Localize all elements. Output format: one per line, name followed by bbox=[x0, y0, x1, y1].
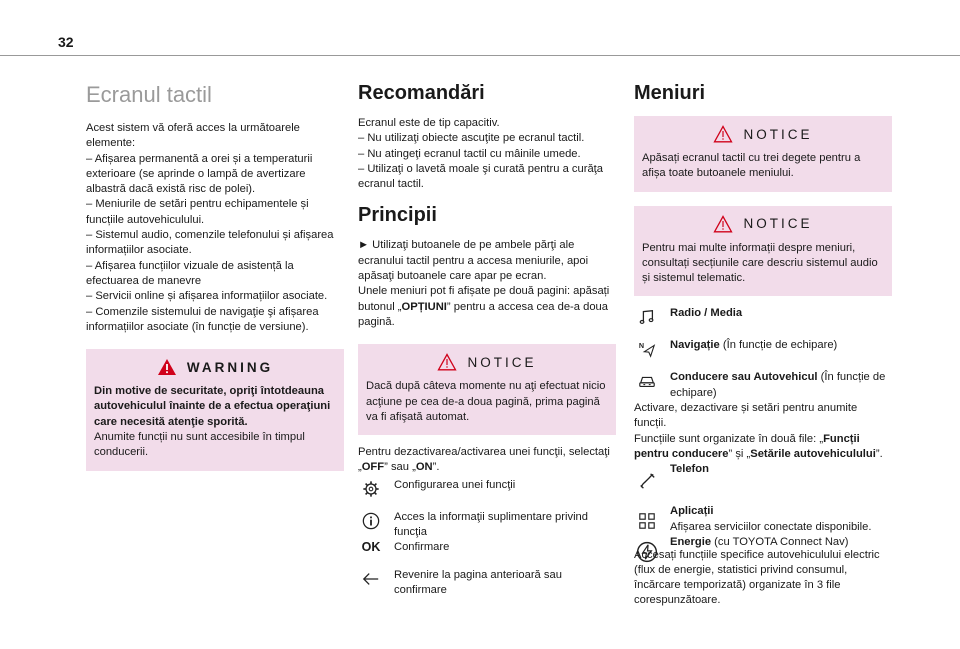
menu-item-radio bbox=[634, 306, 892, 326]
notice-box-2 bbox=[634, 206, 892, 297]
vehicle-tabs: Funcțiile sunt organizate în două file: „Funcții pentru conducere” și „Setările autovehiculului”. bbox=[634, 432, 883, 460]
principles-pages: Unele meniuri pot fi afișate pe două pagini: apăsați butonul „OPȚIUNI” pentru a accesa cea de-a doua pagină. bbox=[358, 285, 610, 328]
apps-label: Aplicații bbox=[670, 505, 714, 518]
recommendation-line: – Utilizaţi o lavetă moale şi curată pentru a curăţa ecranul tactil. bbox=[358, 162, 604, 191]
icon-row-ok bbox=[358, 540, 616, 555]
menu-item-phone bbox=[634, 462, 892, 490]
navigation-text: Navigație (În funcție de echipare) bbox=[670, 339, 838, 352]
column-menus bbox=[634, 82, 892, 609]
icon-row-back bbox=[358, 568, 616, 599]
recommendation-line: – Nu atingeţi ecranul tactil cu mâinile umede. bbox=[358, 147, 581, 160]
toggle-instruction: Pentru dezactivarea/activarea unei funcţii, selectaţi „OFF” sau „ON”. bbox=[358, 446, 610, 474]
info-text: Acces la informaţii suplimentare privind funcţia bbox=[394, 510, 588, 539]
gear-icon bbox=[358, 478, 384, 498]
menu-item-vehicle bbox=[634, 370, 892, 401]
warning-label: WARNING bbox=[186, 359, 274, 375]
warning-box bbox=[86, 349, 344, 470]
phone-icon bbox=[634, 462, 660, 490]
touchscreen-title: Ecranul tactil bbox=[86, 82, 212, 107]
column-touchscreen bbox=[86, 82, 344, 471]
notice-text: Pentru mai multe informații despre meniuri, consultați secțiunile care descriu sistemul audio și sistemul telematic. bbox=[642, 241, 878, 285]
warning-text: Anumite funcții nu sunt accesibile în timpul conducerii. bbox=[94, 431, 305, 459]
menu-item-navigation bbox=[634, 338, 892, 358]
top-divider bbox=[0, 55, 960, 56]
notice-triangle-icon bbox=[713, 215, 733, 233]
apps-text: Afișarea serviciilor conectate disponibile. bbox=[670, 520, 872, 533]
info-icon bbox=[358, 510, 384, 530]
back-arrow-icon bbox=[358, 568, 384, 588]
touchscreen-intro: Acest sistem vă oferă acces la următoarele elemente: bbox=[86, 122, 300, 150]
principles-title: Principii bbox=[358, 204, 437, 227]
svg-text:N: N bbox=[638, 341, 645, 351]
music-note-icon bbox=[634, 306, 660, 326]
column-recommendations bbox=[358, 82, 616, 598]
car-icon bbox=[634, 370, 660, 390]
notice-triangle-icon bbox=[713, 125, 733, 143]
ok-text: Confirmare bbox=[394, 541, 450, 554]
energy-description: Accesați funcțiile specifice autovehiculului electric (flux de energie, statistici privind consumul, încărcare temporizată) organizate în 3 file corespunzătoare. bbox=[634, 548, 880, 607]
recommendation-line: Ecranul este de tip capacitiv. bbox=[358, 117, 500, 129]
phone-label: Telefon bbox=[670, 463, 709, 476]
warning-bold-text: Din motive de securitate, opriţi întotdeauna autovehiculul înainte de a efectua operaţiuni care necesită atenţie sporită. bbox=[94, 385, 331, 428]
touchscreen-item: – Comenzile sistemului de navigaţie şi afișarea informațiilor asociate (în funcție de versiune). bbox=[86, 305, 319, 333]
touchscreen-item: – Servicii online și afișarea informațiilor asociate. bbox=[86, 290, 328, 303]
navigation-icon bbox=[634, 338, 660, 358]
menu-item-apps bbox=[634, 504, 892, 535]
touchscreen-item: – Afișarea funcțiilor vizuale de asistență la efectuarea de manevre bbox=[86, 259, 294, 287]
touchscreen-item: – Sistemul audio, comenzile telefonului și afișarea informațiilor asociate. bbox=[86, 229, 334, 257]
energy-text: Energie (cu TOYOTA Connect Nav) bbox=[670, 535, 849, 548]
notice-box-1 bbox=[634, 116, 892, 192]
back-text: Revenire la pagina anterioară sau confirmare bbox=[394, 568, 562, 596]
recommendation-line: – Nu utilizaţi obiecte ascuţite pe ecranul tactil. bbox=[358, 132, 585, 145]
vehicle-text: Conducere sau Autovehicul (În funcție de echipare) bbox=[670, 371, 886, 399]
menus-title: Meniuri bbox=[634, 82, 706, 104]
icon-row-settings bbox=[358, 478, 616, 498]
principles-text: ► Utilizaţi butoanele de pe ambele părţi ale ecranului tactil pentru a accesa meniurile, apoi apăsaţi butoanele care apar pe ecran. bbox=[358, 239, 589, 283]
icon-row-info bbox=[358, 510, 616, 541]
notice-label: NOTICE bbox=[467, 354, 537, 370]
touchscreen-item: – Afișarea permanentă a orei și a temperaturii exterioare (se aprinde o lampă de avertizare albastră dacă există risc de polei). bbox=[86, 152, 313, 196]
notice-label: NOTICE bbox=[743, 126, 813, 142]
notice-label: NOTICE bbox=[743, 216, 813, 232]
notice-triangle-icon bbox=[437, 353, 457, 371]
touchscreen-item: – Meniurile de setări pentru echipamentele și funcțiile autovehiculului. bbox=[86, 198, 309, 226]
recommendations-title: Recomandări bbox=[358, 82, 485, 104]
ok-icon: OK bbox=[361, 540, 381, 555]
apps-grid-icon bbox=[634, 504, 660, 530]
warning-triangle-icon bbox=[157, 358, 177, 376]
radio-label: Radio / Media bbox=[670, 307, 743, 320]
notice-text: Dacă după câteva momente nu aţi efectuat nicio acţiune pe cea de-a doua pagină, prima pagină va fi afişată automat. bbox=[366, 380, 606, 423]
vehicle-description: Activare, dezactivare și setări pentru anumite funcții. bbox=[634, 402, 858, 430]
settings-text: Configurarea unei funcţii bbox=[394, 478, 516, 491]
page-number: 32 bbox=[58, 34, 74, 50]
notice-text: Apăsați ecranul tactil cu trei degete pentru a afișa toate butoanele meniului. bbox=[642, 152, 861, 180]
notice-box bbox=[358, 344, 616, 435]
